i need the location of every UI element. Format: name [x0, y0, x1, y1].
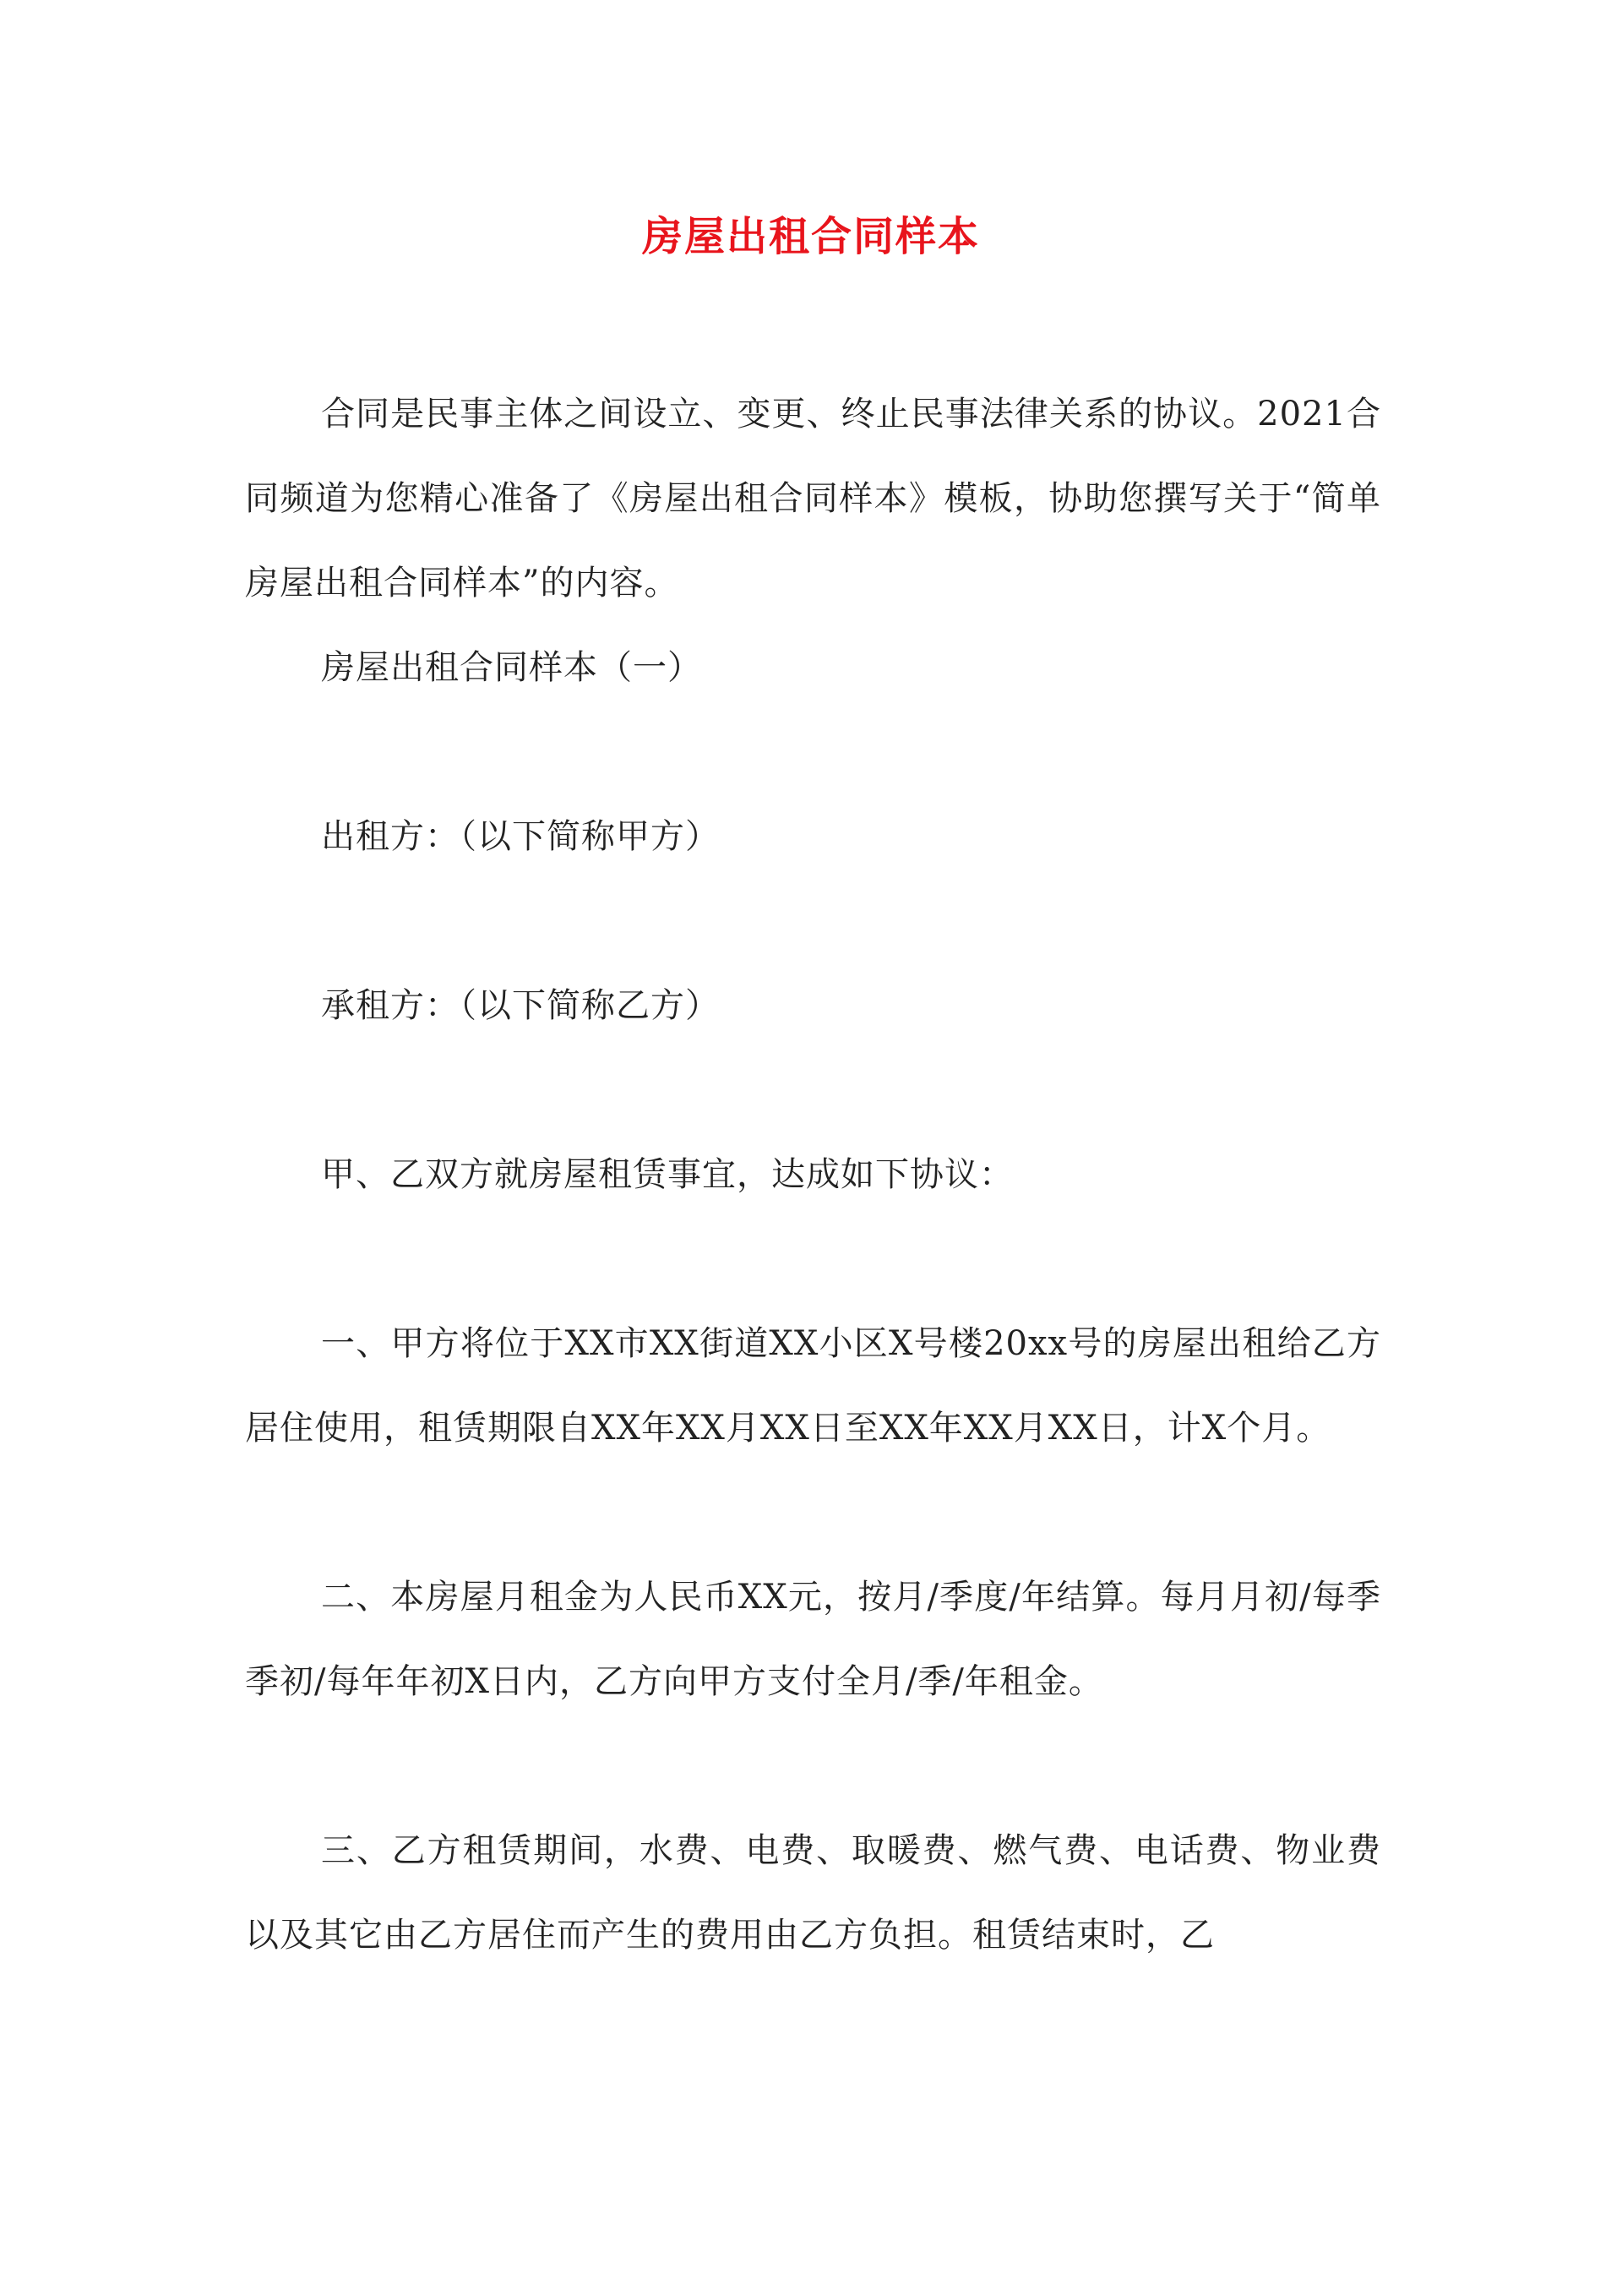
section-heading: 房屋出租合同样本（一） [321, 648, 702, 687]
document-body [245, 372, 1381, 1977]
intro-paragraph: 合同是民事主体之间设立、变更、终止民事法律关系的协议。2021合同频道为您精心准备了《房屋出租合同样本》模板，协助您撰写关于“简单房屋出租合同样本”的内容。 [245, 395, 1381, 603]
lessor-line: 出租方：（以下简称甲方） [321, 817, 720, 856]
clause-2: 二、本房屋月租金为人民币XX元，按月/季度/年结算。每月月初/每季季初/每年年初X日内，乙方向甲方支付全月/季/年租金。 [245, 1578, 1381, 1701]
clause-3: 三、乙方租赁期间，水费、电费、取暖费、燃气费、电话费、物业费以及其它由乙方居住而产生的费用由乙方负担。租赁结束时，乙 [245, 1831, 1381, 1955]
agreement-intro: 甲、乙双方就房屋租赁事宜，达成如下协议： [321, 1155, 1014, 1194]
lessee-line: 承租方：（以下简称乙方） [321, 986, 720, 1025]
clause-1: 一、甲方将位于XX市XX街道XX小区X号楼20xx号的房屋出租给乙方居住使用，租赁期限自XX年XX月XX日至XX年XX月XX日，计X个月。 [245, 1324, 1381, 1448]
document-title: 房屋出租合同样本 [641, 213, 980, 260]
